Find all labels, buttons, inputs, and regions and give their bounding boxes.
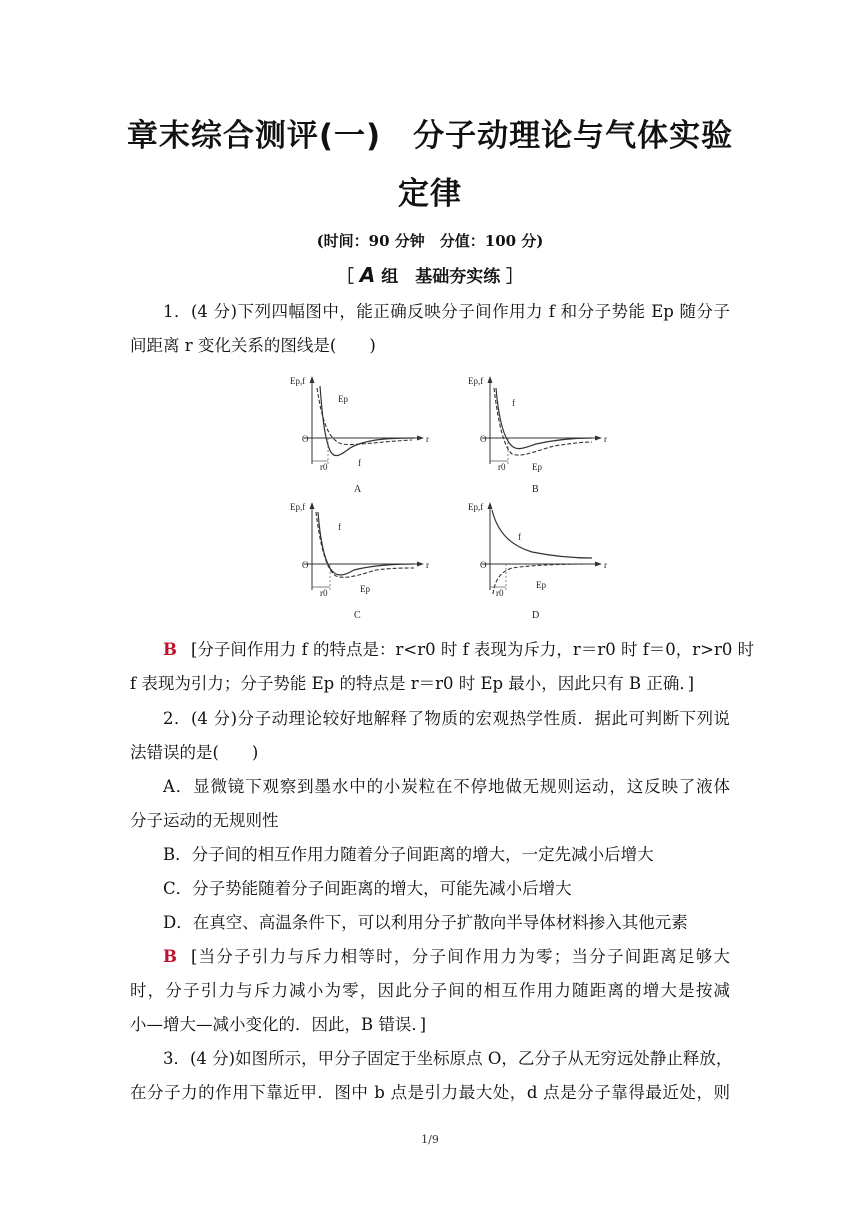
- q1-expl-1-text: [分子间作用力 f 的特点是：r<r0 时 f 表现为斥力，r＝r0 时 f＝0，r>r0 时: [190, 640, 755, 659]
- group-bracket-open: ［: [336, 267, 354, 287]
- fig-c-yaxis-label: Ep,f: [290, 502, 306, 512]
- q3-line-1: 3．(4 分)如图所示，甲分子固定于坐标原点 O，乙分子从无穷远处静止释放，: [163, 1049, 733, 1068]
- q2-option-c: C．分子势能随着分子间距离的增大，可能先减小后增大: [163, 879, 572, 898]
- fig-c-curve2-label: Ep: [360, 584, 370, 594]
- q2-option-a-line-2: 分子运动的无规则性: [130, 811, 279, 830]
- q2-line-2: 法错误的是( ): [130, 743, 259, 762]
- title-line-1: 章末综合测评(一) 分子动理论与气体实验: [126, 118, 734, 154]
- q2-option-a-line-1: A．显微镜下观察到墨水中的小炭粒在不停地做无规则运动，这反映了液体: [163, 777, 730, 796]
- fig-c-r0-label: r0: [320, 588, 328, 598]
- fig-b-yaxis-label: Ep,f: [468, 376, 484, 386]
- q2-expl-1-text: [当分子引力与斥力相等时，分子间作用力为零；当分子间距离足够大: [190, 947, 730, 966]
- figure-b: [462, 372, 618, 498]
- figure-d: [462, 498, 618, 624]
- figure-c: [284, 498, 440, 624]
- q1-answer: B: [163, 640, 177, 659]
- q2-option-d: D．在真空、高温条件下，可以利用分子扩散向半导体材料掺入其他元素: [163, 913, 688, 932]
- fig-b-origin-label: O: [480, 434, 487, 444]
- fig-a-r-label: r: [426, 434, 429, 444]
- fig-d-caption: D: [532, 610, 540, 621]
- figure-a: [284, 372, 440, 498]
- fig-b-curve1-label: f: [512, 398, 515, 408]
- fig-d-r-label: r: [604, 560, 607, 570]
- q1-explanation-line-1: [163, 638, 755, 662]
- q2-explanation-line-2: 时，分子引力与斥力减小为零，因此分子间的相互作用力随距离的增大是按减: [130, 981, 730, 1000]
- fig-c-curve1-label: f: [338, 522, 341, 532]
- fig-b-r-label: r: [604, 434, 607, 444]
- fig-c-origin-label: O: [302, 560, 309, 570]
- q2-option-b: B．分子间的相互作用力随着分子间距离的增大，一定先减小后增大: [163, 845, 654, 864]
- fig-c-caption: C: [354, 610, 361, 621]
- fig-a-caption: A: [354, 484, 362, 495]
- fig-d-origin-label: O: [480, 560, 487, 570]
- q2-answer: B: [163, 947, 177, 966]
- q1-explanation-line-2: f 表现为引力；分子势能 Ep 的特点是 r＝r0 时 Ep 最小，因此只有 B 正确．]: [130, 674, 695, 693]
- fig-d-curve2-label: Ep: [536, 580, 546, 590]
- fig-a-curve1-label: Ep: [338, 394, 348, 404]
- fig-b-caption: B: [532, 484, 539, 495]
- group-bracket-close: ］: [506, 267, 524, 287]
- fig-a-r0-label: r0: [320, 462, 328, 472]
- fig-a-yaxis-label: Ep,f: [290, 376, 306, 386]
- q2-explanation-line-3: 小—增大—减小变化的．因此，B 错误．]: [130, 1015, 427, 1034]
- q3-line-2: 在分子力的作用下靠近甲．图中 b 点是引力最大处，d 点是分子靠得最近处，则: [130, 1083, 730, 1102]
- fig-d-curve1-label: f: [518, 532, 521, 542]
- q1-line-2: 间距离 r 变化关系的图线是( ): [130, 336, 376, 355]
- group-label: 组 基础夯实练: [381, 267, 501, 287]
- fig-b-curve2-label: Ep: [532, 462, 542, 472]
- fig-a-origin-label: O: [302, 434, 309, 444]
- fig-c-r-label: r: [426, 560, 429, 570]
- fig-d-r0-label: r0: [496, 588, 504, 598]
- q2-explanation-line-1: [163, 945, 730, 969]
- q1-line-1: 1．(4 分)下列四幅图中，能正确反映分子间作用力 f 和分子势能 Ep 随分子: [163, 302, 730, 321]
- page-number: 1/9: [421, 1133, 439, 1146]
- group-letter: A: [359, 263, 376, 287]
- title-line-2: 定律: [398, 176, 462, 212]
- fig-d-yaxis-label: Ep,f: [468, 502, 484, 512]
- fig-a-curve2-label: f: [358, 458, 361, 468]
- q2-line-1: 2．(4 分)分子动理论较好地解释了物质的宏观热学性质．据此可判断下列说: [163, 709, 730, 728]
- group-heading: [0, 262, 860, 287]
- exam-meta: (时间：90 分钟 分值：100 分): [316, 232, 544, 250]
- fig-b-r0-label: r0: [498, 462, 506, 472]
